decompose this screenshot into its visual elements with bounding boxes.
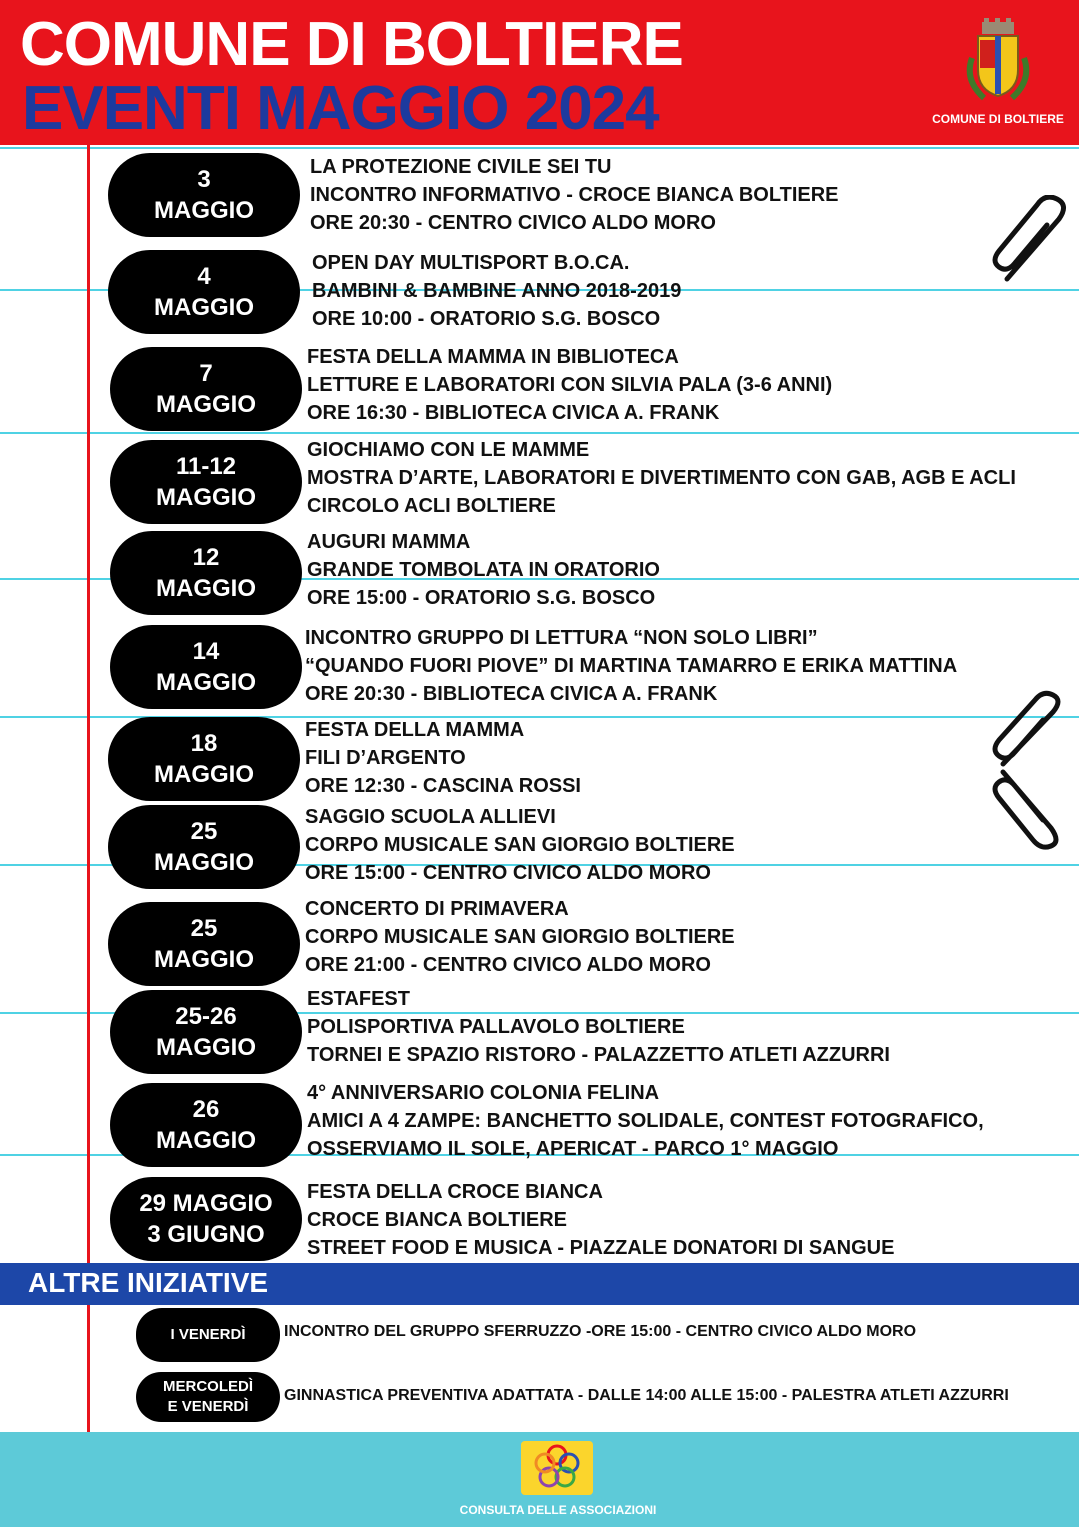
consulta-logo-icon xyxy=(521,1441,593,1495)
event-subtitle: FILI D’ARGENTO xyxy=(305,747,466,769)
day-badge xyxy=(136,1308,280,1362)
event-time-place: ORE 15:00 - CENTRO CIVICO ALDO MORO xyxy=(305,862,711,884)
event-title: OPEN DAY MULTISPORT B.O.CA. xyxy=(312,252,630,274)
event-details xyxy=(307,343,832,427)
date-month: MAGGIO xyxy=(156,1127,256,1154)
date-badge xyxy=(110,1083,302,1167)
date-badge xyxy=(108,902,300,986)
event-subtitle: CORPO MUSICALE SAN GIORGIO BOLTIERE xyxy=(305,834,735,856)
ruled-line xyxy=(0,147,1079,149)
crest-label: COMUNE DI BOLTIERE xyxy=(932,112,1064,126)
paperclip-icon xyxy=(985,195,1075,287)
municipality-title: COMUNE DI BOLTIERE xyxy=(20,10,683,79)
date-day: 25 xyxy=(190,818,218,845)
date-badge xyxy=(108,250,300,334)
date-month: MAGGIO xyxy=(154,294,254,321)
event-title: GIOCHIAMO CON LE MAMME xyxy=(307,439,590,461)
events-title: EVENTI MAGGIO 2024 xyxy=(22,74,659,143)
date-day: 12 xyxy=(192,544,220,571)
event-details xyxy=(307,1079,984,1163)
initiative-text: GINNASTICA PREVENTIVA ADATTATA - DALLE 14:00 ALLE 15:00 - PALESTRA ATLETI AZZURRI xyxy=(284,1387,1009,1404)
event-time-place: ORE 20:30 - BIBLIOTECA CIVICA A. FRANK xyxy=(305,683,718,705)
date-badge xyxy=(110,531,302,615)
event-details xyxy=(307,985,890,1069)
event-title: AUGURI MAMMA xyxy=(307,531,471,553)
event-subtitle: POLISPORTIVA PALLAVOLO BOLTIERE xyxy=(307,1016,685,1038)
other-initiatives-heading: ALTRE INIZIATIVE xyxy=(28,1267,269,1298)
event-time-place: ORE 20:30 - CENTRO CIVICO ALDO MORO xyxy=(310,212,716,234)
date-month: MAGGIO xyxy=(156,391,256,418)
day-badge xyxy=(136,1372,280,1422)
paperclip-icon xyxy=(985,762,1069,852)
date-month: MAGGIO xyxy=(154,761,254,788)
event-time-place: STREET FOOD E MUSICA - PIAZZALE DONATORI DI SANGUE xyxy=(307,1237,895,1259)
date-month: MAGGIO xyxy=(156,1034,256,1061)
date-day: 25 xyxy=(190,915,218,942)
date-day: 3 xyxy=(197,166,211,193)
date-badge xyxy=(110,347,302,431)
date-day: 26 xyxy=(192,1096,220,1123)
event-details xyxy=(307,1178,894,1262)
day-label: E VENERDÌ xyxy=(167,1398,249,1415)
event-subtitle: CROCE BIANCA BOLTIERE xyxy=(307,1209,567,1231)
event-subtitle: CORPO MUSICALE SAN GIORGIO BOLTIERE xyxy=(305,926,735,948)
other-initiatives-bar xyxy=(0,1263,1079,1305)
date-month: MAGGIO xyxy=(154,946,254,973)
event-title: FESTA DELLA CROCE BIANCA xyxy=(307,1181,603,1203)
event-time-place: OSSERVIAMO IL SOLE, APERICAT - PARCO 1° MAGGIO xyxy=(307,1138,839,1160)
date-day: 4 xyxy=(197,263,211,290)
date-day: 29 MAGGIO xyxy=(139,1190,273,1217)
event-subtitle: INCONTRO INFORMATIVO - CROCE BIANCA BOLTIERE xyxy=(310,184,839,206)
event-time-place: TORNEI E SPAZIO RISTORO - PALAZZETTO ATLETI AZZURRI xyxy=(307,1044,890,1066)
day-label: I VENERDÌ xyxy=(170,1326,246,1343)
event-details xyxy=(305,624,957,708)
footer-label: CONSULTA DELLE ASSOCIAZIONI xyxy=(459,1503,657,1517)
event-title: 4° ANNIVERSARIO COLONIA FELINA xyxy=(307,1082,660,1104)
event-time-place: ORE 16:30 - BIBLIOTECA CIVICA A. FRANK xyxy=(307,402,720,424)
event-details xyxy=(307,528,660,612)
event-subtitle: AMICI A 4 ZAMPE: BANCHETTO SOLIDALE, CONTEST FOTOGRAFICO, xyxy=(307,1110,984,1132)
date-badge xyxy=(110,990,302,1074)
event-title: FESTA DELLA MAMMA IN BIBLIOTECA xyxy=(307,346,679,368)
date-month: MAGGIO xyxy=(156,575,256,602)
event-subtitle: BAMBINI & BAMBINE ANNO 2018-2019 xyxy=(312,280,682,302)
event-details xyxy=(310,153,839,237)
date-month: MAGGIO xyxy=(156,669,256,696)
ruled-line xyxy=(0,432,1079,434)
date-day: 7 xyxy=(199,360,213,387)
event-title: SAGGIO SCUOLA ALLIEVI xyxy=(305,806,556,828)
event-details xyxy=(305,716,581,800)
event-time-place: ORE 21:00 - CENTRO CIVICO ALDO MORO xyxy=(305,954,711,976)
date-day: 25-26 xyxy=(175,1003,237,1030)
date-badge xyxy=(108,717,300,801)
event-details xyxy=(305,803,735,887)
event-details xyxy=(305,895,735,979)
event-title: FESTA DELLA MAMMA xyxy=(305,719,525,741)
event-subtitle: “QUANDO FUORI PIOVE” DI MARTINA TAMARRO E ERIKA MATTINA xyxy=(305,655,958,677)
date-day: 18 xyxy=(190,730,218,757)
date-month: MAGGIO xyxy=(154,197,254,224)
date-month: MAGGIO xyxy=(156,484,256,511)
event-subtitle: LETTURE E LABORATORI CON SILVIA PALA (3-6 ANNI) xyxy=(307,374,833,396)
event-time-place: ORE 12:30 - CASCINA ROSSI xyxy=(305,775,581,797)
date-badge xyxy=(110,440,302,524)
event-subtitle: MOSTRA D’ARTE, LABORATORI E DIVERTIMENTO CON GAB, AGB E ACLI xyxy=(307,467,1016,489)
date-day: 11-12 xyxy=(175,453,237,480)
event-title: ESTAFEST xyxy=(307,988,410,1010)
date-badge xyxy=(108,805,300,889)
event-title: CONCERTO DI PRIMAVERA xyxy=(305,898,569,920)
coat-of-arms-icon xyxy=(962,18,1034,104)
day-label: MERCOLEDÌ xyxy=(163,1378,253,1395)
event-title: LA PROTEZIONE CIVILE SEI TU xyxy=(310,156,612,178)
event-subtitle: GRANDE TOMBOLATA IN ORATORIO xyxy=(307,559,660,581)
event-time-place: CIRCOLO ACLI BOLTIERE xyxy=(307,495,556,517)
event-details xyxy=(312,249,681,333)
date-month: MAGGIO xyxy=(154,849,254,876)
event-time-place: ORE 10:00 - ORATORIO S.G. BOSCO xyxy=(312,308,661,330)
date-badge xyxy=(108,153,300,237)
margin-line xyxy=(87,145,90,1432)
header-banner xyxy=(0,0,1079,145)
date-badge xyxy=(110,625,302,709)
paperclip-icon xyxy=(985,690,1069,772)
event-details xyxy=(307,436,1016,520)
initiative-text: INCONTRO DEL GRUPPO SFERRUZZO -ORE 15:00 - CENTRO CIVICO ALDO MORO xyxy=(284,1323,917,1340)
date-badge xyxy=(110,1177,302,1261)
event-title: INCONTRO GRUPPO DI LETTURA “NON SOLO LIBRI” xyxy=(305,627,818,649)
event-time-place: ORE 15:00 - ORATORIO S.G. BOSCO xyxy=(307,587,656,609)
date-day: 14 xyxy=(192,638,220,665)
date-month: 3 GIUGNO xyxy=(147,1221,265,1248)
